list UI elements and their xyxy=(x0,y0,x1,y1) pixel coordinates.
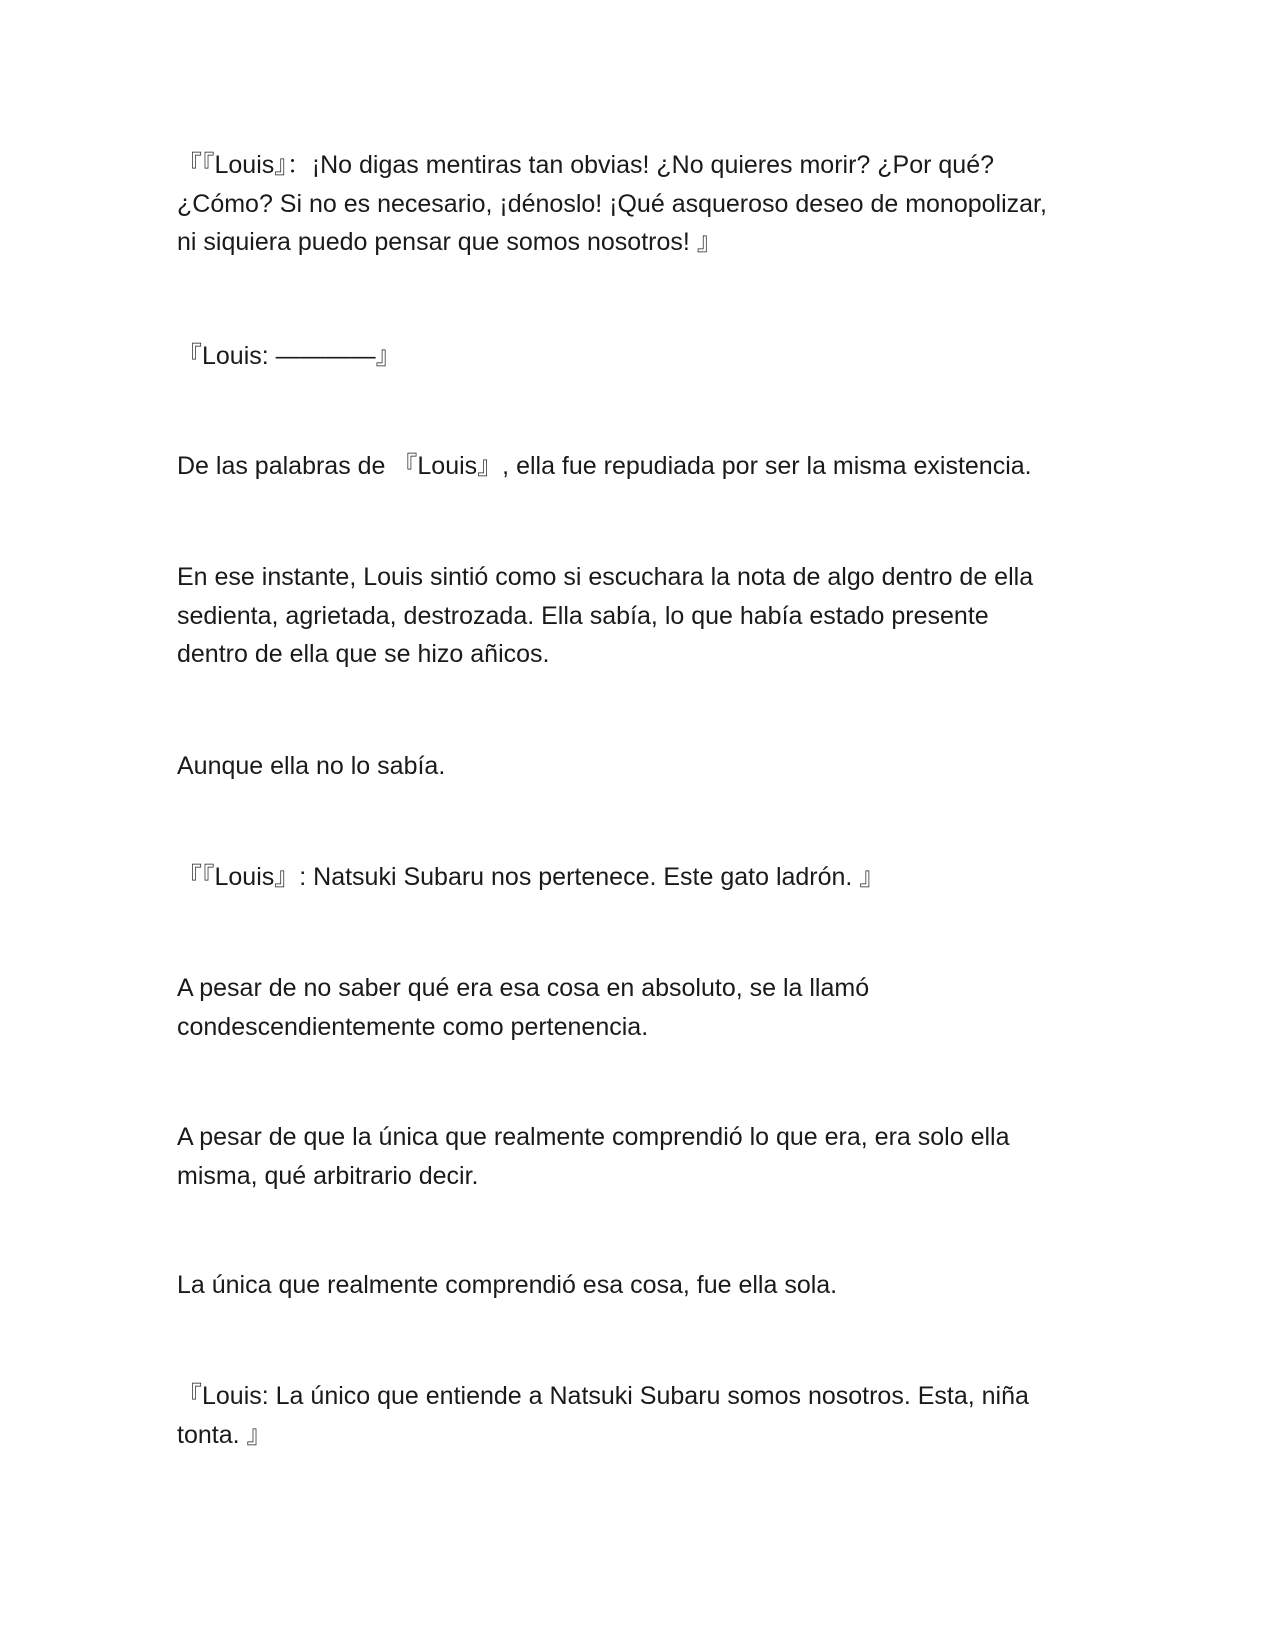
text-line: misma, qué arbitrario decir. xyxy=(177,1161,479,1190)
paragraph-9 xyxy=(177,1266,1097,1305)
paragraph-1 xyxy=(177,146,1097,262)
paragraph-7 xyxy=(177,969,1097,1046)
paragraph-4 xyxy=(177,558,1097,674)
text-line: ¿Cómo? Si no es necesario, ¡dénoslo! ¡Qué asqueroso deseo de monopolizar, xyxy=(177,189,1047,218)
text-line: 『Louis: ————』 xyxy=(177,342,401,370)
paragraph-6 xyxy=(177,858,1097,897)
text-line: 『『Louis』：¡No digas mentiras tan obvias! ¿No quieres morir? ¿Por qué? xyxy=(177,151,995,179)
paragraph-10 xyxy=(177,1377,1097,1454)
text-line: tonta. 』 xyxy=(177,1420,272,1449)
text-line: A pesar de no saber qué era esa cosa en absoluto, se la llamó xyxy=(177,974,870,1002)
paragraph-8 xyxy=(177,1118,1097,1195)
paragraph-5 xyxy=(177,747,1097,786)
text-line: La única que realmente comprendió esa cosa, fue ella sola. xyxy=(177,1271,838,1299)
text-line: En ese instante, Louis sintió como si escuchara la nota de algo dentro de ella xyxy=(177,563,1034,591)
text-line: sedienta, agrietada, destrozada. Ella sabía, lo que había estado presente xyxy=(177,601,989,630)
text-line: 『Louis: La único que entiende a Natsuki Subaru somos nosotros. Esta, niña xyxy=(177,1382,1029,1410)
text-line: De las palabras de 『Louis』, ella fue repudiada por ser la misma existencia. xyxy=(177,452,1032,480)
paragraph-3 xyxy=(177,447,1097,486)
text-line: Aunque ella no lo sabía. xyxy=(177,752,446,780)
text-line: A pesar de que la única que realmente comprendió lo que era, era solo ella xyxy=(177,1123,1010,1151)
text-line: ni siquiera puedo pensar que somos nosotros! 』 xyxy=(177,228,722,256)
paragraph-2 xyxy=(177,337,1097,376)
text-line: 『『Louis』: Natsuki Subaru nos pertenece. Este gato ladrón. 』 xyxy=(177,863,885,891)
text-line: dentro de ella que se hizo añicos. xyxy=(177,640,550,668)
text-line: condescendientemente como pertenencia. xyxy=(177,1012,649,1041)
